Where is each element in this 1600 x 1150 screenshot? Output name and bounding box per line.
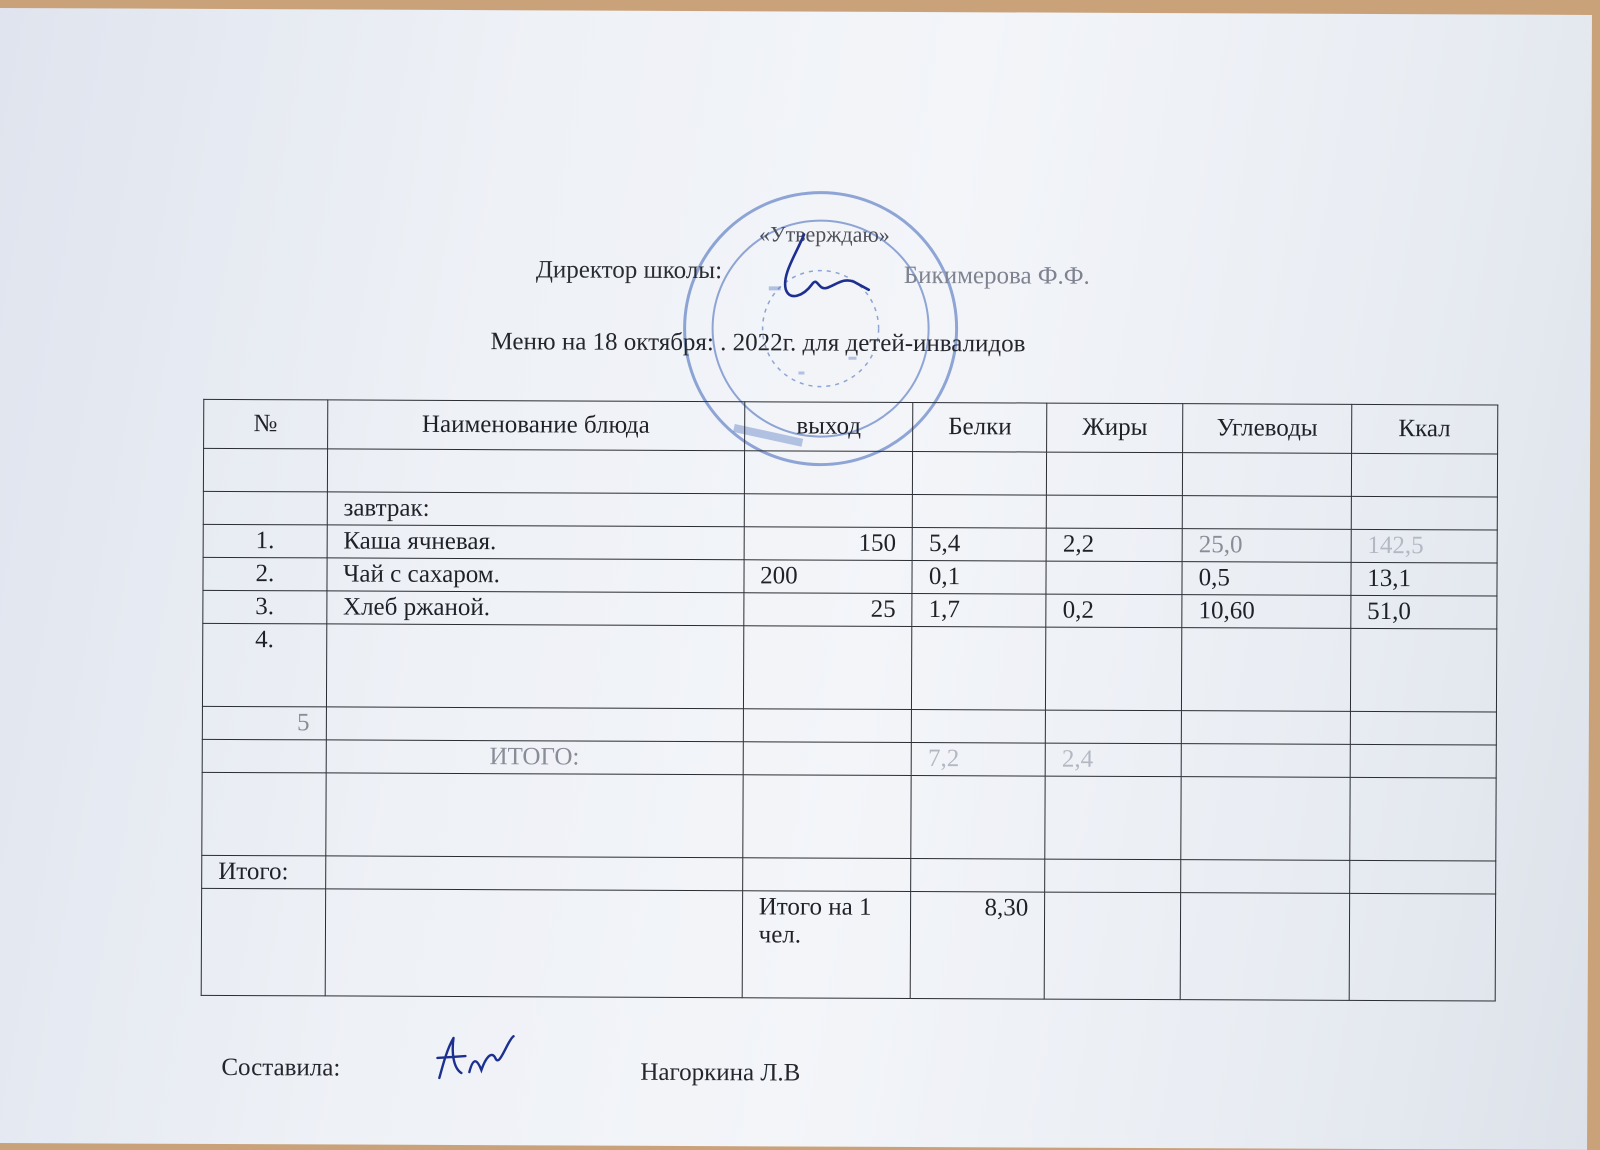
cell-output: 25 bbox=[743, 593, 912, 627]
cell-fats bbox=[1046, 710, 1182, 744]
column-header-kcal: Ккал bbox=[1351, 404, 1497, 454]
table-row bbox=[203, 557, 1497, 596]
cell-kcal bbox=[1351, 453, 1497, 497]
table-row bbox=[202, 623, 1496, 712]
column-header-output: выход bbox=[744, 402, 913, 452]
cell-proteins bbox=[911, 858, 1045, 892]
cell-number: 5 bbox=[202, 706, 326, 740]
cell-kcal bbox=[1350, 777, 1497, 861]
column-header-dish: Наименование блюда bbox=[327, 400, 744, 451]
cell-fats bbox=[1045, 776, 1181, 860]
table-row bbox=[203, 590, 1497, 629]
table-row bbox=[203, 491, 1497, 530]
cell-output bbox=[744, 451, 913, 495]
director-name: Бикимерова Ф.Ф. bbox=[903, 261, 1090, 290]
cell-output bbox=[742, 775, 911, 859]
column-header-fats: Жиры bbox=[1047, 403, 1183, 453]
cell-kcal bbox=[1349, 860, 1495, 894]
cell-dish bbox=[325, 889, 742, 998]
cell-kcal bbox=[1350, 628, 1497, 712]
table-row bbox=[202, 706, 1496, 745]
itogo2-label: Итого: bbox=[202, 855, 326, 889]
table-header-row bbox=[204, 399, 1498, 454]
cell-carbs: 0,5 bbox=[1182, 562, 1351, 596]
cell-proteins bbox=[913, 494, 1047, 528]
menu-title: Меню на 18 октября: . 2022г. для детей-инвалидов bbox=[490, 328, 1026, 358]
composer-name: Нагоркина Л.В bbox=[640, 1058, 801, 1087]
itogo-row bbox=[202, 739, 1496, 778]
itogo-label: ИТОГО: bbox=[326, 740, 743, 775]
cell-number: 4. bbox=[202, 623, 326, 707]
menu-table bbox=[201, 399, 1499, 1002]
cell-dish bbox=[326, 624, 743, 709]
cell-output bbox=[742, 858, 911, 892]
cell-output bbox=[744, 494, 913, 528]
cell-output bbox=[743, 742, 912, 776]
column-header-carbs: Углеводы bbox=[1183, 404, 1352, 454]
cell-fats bbox=[1045, 859, 1181, 893]
cell-dish: завтрак: bbox=[327, 492, 744, 527]
cell-output: 200 bbox=[744, 560, 913, 594]
cell-fats: 2,2 bbox=[1046, 528, 1182, 562]
composer-signature bbox=[425, 1028, 525, 1088]
cell-dish bbox=[327, 449, 744, 494]
cell-proteins bbox=[911, 775, 1045, 859]
cell-proteins: 0,1 bbox=[912, 560, 1046, 594]
cell-carbs bbox=[1180, 893, 1349, 1001]
cell-fats bbox=[1044, 892, 1180, 1000]
cell-number: 3. bbox=[203, 590, 327, 624]
document-sheet bbox=[0, 8, 1592, 1150]
cell-dish bbox=[325, 773, 742, 858]
cell-dish: Чай с сахаром. bbox=[327, 558, 744, 593]
cell-number bbox=[201, 888, 325, 996]
cell-fats bbox=[1046, 495, 1182, 529]
cell-kcal bbox=[1351, 496, 1497, 530]
per-person-value: 8,30 bbox=[911, 891, 1045, 999]
table-row bbox=[202, 772, 1496, 861]
cell-carbs bbox=[1181, 711, 1350, 745]
per-person-row bbox=[201, 888, 1495, 1001]
itogo2-row bbox=[202, 855, 1496, 894]
itogo-proteins: 7,2 bbox=[911, 742, 1045, 776]
cell-fats: 0,2 bbox=[1046, 594, 1182, 628]
cell-output bbox=[743, 626, 912, 710]
cell-output bbox=[743, 709, 912, 743]
cell-carbs bbox=[1182, 628, 1351, 712]
cell-dish: Каша ячневая. bbox=[327, 525, 744, 560]
cell-proteins bbox=[912, 626, 1046, 710]
column-header-number: № bbox=[204, 399, 328, 449]
cell-kcal bbox=[1350, 711, 1496, 745]
cell-carbs: 10,60 bbox=[1182, 595, 1351, 629]
table-row bbox=[203, 524, 1497, 563]
cell-number bbox=[202, 772, 326, 856]
itogo-fats: 2,4 bbox=[1045, 743, 1181, 777]
cell-carbs: 25,0 bbox=[1182, 529, 1351, 563]
cell-fats bbox=[1046, 561, 1182, 595]
cell-dish: Хлеб ржаной. bbox=[326, 591, 743, 626]
cell-number: 2. bbox=[203, 557, 327, 591]
cell-kcal: 142,5 bbox=[1351, 529, 1497, 563]
cell-dish bbox=[325, 856, 742, 891]
cell-carbs bbox=[1181, 744, 1350, 778]
cell-kcal bbox=[1350, 744, 1496, 778]
cell-proteins: 1,7 bbox=[912, 593, 1046, 627]
cell-fats bbox=[1046, 627, 1182, 711]
cell-fats bbox=[1047, 452, 1183, 496]
cell-kcal bbox=[1349, 893, 1496, 1001]
cell-number bbox=[202, 739, 326, 773]
approve-label: «Утверждаю» bbox=[758, 221, 890, 247]
director-signature bbox=[774, 229, 884, 309]
cell-proteins bbox=[913, 451, 1047, 495]
cell-dish bbox=[326, 707, 743, 742]
director-label: Директор школы: bbox=[535, 256, 723, 285]
cell-output: 150 bbox=[744, 527, 913, 561]
cell-carbs bbox=[1181, 860, 1350, 894]
cell-kcal: 51,0 bbox=[1351, 595, 1497, 629]
cell-carbs bbox=[1182, 496, 1351, 530]
cell-carbs bbox=[1183, 453, 1352, 497]
cell-number bbox=[203, 491, 327, 525]
cell-proteins: 5,4 bbox=[912, 527, 1046, 561]
cell-number: 1. bbox=[203, 524, 327, 558]
cell-number bbox=[203, 448, 327, 492]
per-person-label: Итого на 1 чел. bbox=[742, 891, 911, 999]
cell-proteins bbox=[912, 709, 1046, 743]
cell-kcal: 13,1 bbox=[1351, 562, 1497, 596]
column-header-proteins: Белки bbox=[913, 402, 1047, 452]
composer-label: Составила: bbox=[221, 1053, 341, 1082]
cell-carbs bbox=[1181, 777, 1350, 861]
table-row bbox=[203, 448, 1497, 497]
